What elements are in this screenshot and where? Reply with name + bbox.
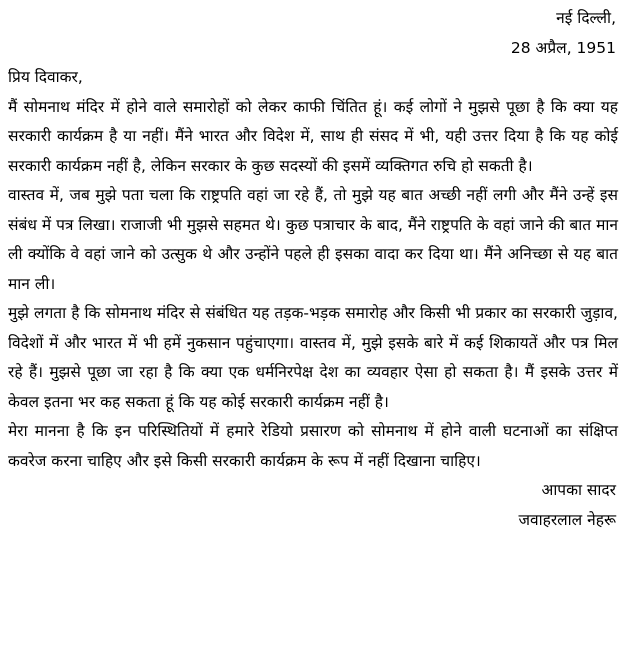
letter-closing: आपका सादर [541,481,616,499]
letter-paragraph-2: वास्तव में, जब मुझे पता चला कि राष्ट्रपति वहां जा रहे हैं, तो मुझे यह बात अच्छी नहीं लगी और मैंने उन्हें इस संबंध में पत्र लिखा। राजाजी भी मुझसे सहमत थे। कुछ पत्राचार के बाद, मैंने राष्ट्रपति के वहां जाने की बात मान ली क्योंकि वे वहां जाने को उत्सुक थे और उन्होंने पहले ही इसका वादा कर दिया था। मैंने अनिच्छा से यह बात मान ली। [8,186,618,293]
letter-paragraph-3: मुझे लगता है कि सोमनाथ मंदिर से संबंधित यह तड़क-भड़क समारोह और किसी भी प्रकार का सरकारी जुड़ाव, विदेशों में और भारत में भी हमें नुकसान पहुंचाएगा। वास्तव में, मुझे इसके बारे में कई शिकायतें और पत्र मिल रहे हैं। मुझसे पूछा जा रहा है कि क्या एक धर्मनिरपेक्ष देश का व्यवहार ऐसा हो सकता है। मैं इसके उत्तर में केवल इतना भर कह सकता हूं कि यह कोई सरकारी कार्यक्रम नहीं है। [8,304,618,411]
letter-salutation: प्रिय दिवाकर, [8,68,83,86]
letter-date: 28 अप्रैल, 1951 [510,38,616,57]
letter-paragraph-4: मेरा मानना है कि इन परिस्थितियों में हमारे रेडियो प्रसारण को सोमनाथ में होने वाली घटनाओं का संक्षिप्त कवरेज करना चाहिए और इसे किसी सरकारी कार्यक्रम के रूप में नहीं दिखाना चाहिए। [8,422,618,470]
letter-paragraph-1: मैं सोमनाथ मंदिर में होने वाले समारोहों को लेकर काफी चिंतित हूं। कई लोगों ने मुझसे पूछा है कि क्या यह सरकारी कार्यक्रम है या नहीं। मैंने भारत और विदेश में, साथ ही संसद में भी, यही उत्तर दिया है कि यह कोई सरकारी कार्यक्रम नहीं है, लेकिन सरकार के कुछ सदस्यों की इसमें व्यक्तिगत रुचि हो सकती है। [8,97,618,175]
letter-place: नई दिल्ली, [556,9,616,27]
letter-signature: जवाहरलाल नेहरू [518,510,616,529]
